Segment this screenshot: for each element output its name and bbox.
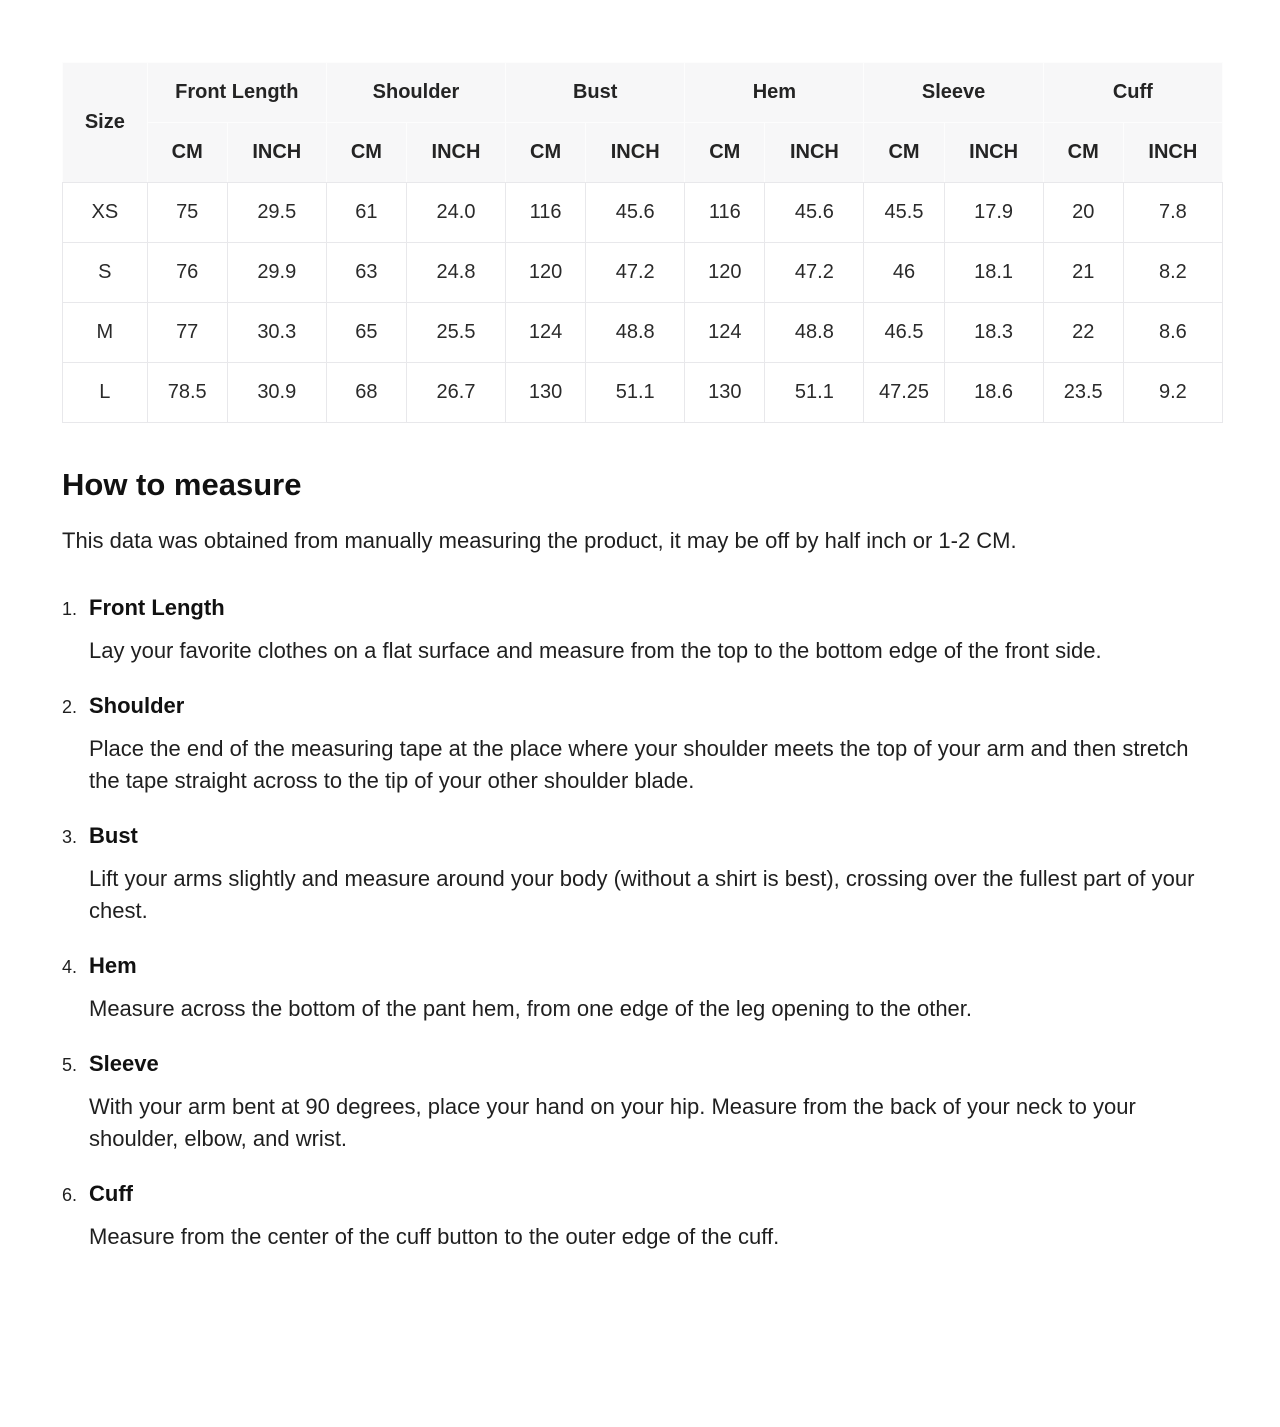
item-number: 4. — [62, 957, 78, 977]
item-term: Front Length — [89, 595, 225, 620]
table-row-groups — [63, 63, 1223, 123]
unit-header-cm: CM — [1043, 123, 1123, 183]
measurement-cell: 29.5 — [227, 183, 326, 243]
group-header-cuff: Cuff — [1043, 63, 1222, 123]
unit-header-inch: INCH — [227, 123, 326, 183]
size-chart-header — [63, 63, 1223, 183]
size-cell: L — [63, 363, 148, 423]
measurement-cell: 21 — [1043, 243, 1123, 303]
measurement-cell: 51.1 — [586, 363, 685, 423]
measurement-cell: 47.25 — [864, 363, 944, 423]
measurement-cell: 120 — [506, 243, 586, 303]
measurement-cell: 18.3 — [944, 303, 1043, 363]
group-header-bust: Bust — [506, 63, 685, 123]
group-header-sleeve: Sleeve — [864, 63, 1043, 123]
group-header-shoulder: Shoulder — [326, 63, 505, 123]
table-row-xs — [63, 183, 1223, 243]
measurement-cell: 51.1 — [765, 363, 864, 423]
measurement-cell: 120 — [685, 243, 765, 303]
measurement-cell: 68 — [326, 363, 406, 423]
measurement-cell: 77 — [147, 303, 227, 363]
item-number: 5. — [62, 1055, 78, 1075]
table-row-units — [63, 123, 1223, 183]
unit-header-inch: INCH — [1123, 123, 1222, 183]
measurement-cell: 130 — [506, 363, 586, 423]
measurement-cell: 75 — [147, 183, 227, 243]
item-number: 3. — [62, 827, 78, 847]
table-row-s — [63, 243, 1223, 303]
item-number: 6. — [62, 1185, 78, 1205]
unit-header-cm: CM — [864, 123, 944, 183]
item-term: Cuff — [89, 1181, 133, 1206]
item-number: 1. — [62, 599, 78, 619]
measure-item-shoulder — [62, 693, 1223, 797]
measurement-cell: 45.5 — [864, 183, 944, 243]
measurement-cell: 65 — [326, 303, 406, 363]
unit-header-inch: INCH — [406, 123, 505, 183]
measurement-cell: 24.8 — [406, 243, 505, 303]
table-row-l — [63, 363, 1223, 423]
measurement-cell: 48.8 — [586, 303, 685, 363]
unit-header-cm: CM — [326, 123, 406, 183]
measure-item-front-length — [62, 595, 1223, 667]
item-term: Hem — [89, 953, 137, 978]
table-row-m — [63, 303, 1223, 363]
measurement-cell: 61 — [326, 183, 406, 243]
item-content — [89, 823, 1223, 927]
item-description: Lay your favorite clothes on a flat surface and measure from the top to the bottom edge of the front side. — [89, 638, 1102, 663]
item-term: Sleeve — [89, 1051, 159, 1076]
measurement-cell: 26.7 — [406, 363, 505, 423]
item-description: Measure from the center of the cuff button to the outer edge of the cuff. — [89, 1224, 780, 1249]
measurement-cell: 47.2 — [765, 243, 864, 303]
measurement-cell: 45.6 — [586, 183, 685, 243]
size-cell: M — [63, 303, 148, 363]
unit-header-cm: CM — [506, 123, 586, 183]
measurement-cell: 48.8 — [765, 303, 864, 363]
measure-item-sleeve — [62, 1051, 1223, 1155]
group-header-front-length: Front Length — [147, 63, 326, 123]
measurement-cell: 30.3 — [227, 303, 326, 363]
item-content — [89, 953, 1223, 1025]
measurement-cell: 8.6 — [1123, 303, 1222, 363]
measure-item-cuff — [62, 1181, 1223, 1253]
size-cell: XS — [63, 183, 148, 243]
measurement-cell: 46.5 — [864, 303, 944, 363]
measurement-cell: 63 — [326, 243, 406, 303]
size-column-header: Size — [63, 63, 148, 183]
item-content — [89, 1051, 1223, 1155]
size-cell: S — [63, 243, 148, 303]
item-description: Measure across the bottom of the pant hem, from one edge of the leg opening to the other. — [89, 996, 973, 1021]
intro-paragraph: This data was obtained from manually measuring the product, it may be off by half inch or 1-2 CM. — [62, 528, 1017, 553]
item-description: Place the end of the measuring tape at the place where your shoulder meets the top of your arm and then stretch the tape straight across to the tip of your other shoulder blade. — [89, 736, 1189, 793]
item-content — [89, 1181, 1223, 1253]
measurement-cell: 17.9 — [944, 183, 1043, 243]
measurement-cell: 116 — [685, 183, 765, 243]
size-chart-table — [62, 62, 1223, 423]
size-chart-body — [63, 183, 1223, 423]
item-term: Shoulder — [89, 693, 185, 718]
measurement-cell: 18.1 — [944, 243, 1043, 303]
measure-list — [62, 595, 1223, 1253]
measurement-cell: 45.6 — [765, 183, 864, 243]
measurement-cell: 29.9 — [227, 243, 326, 303]
measurement-cell: 116 — [506, 183, 586, 243]
unit-header-cm: CM — [685, 123, 765, 183]
measurement-cell: 22 — [1043, 303, 1123, 363]
measurement-cell: 124 — [685, 303, 765, 363]
measurement-cell: 78.5 — [147, 363, 227, 423]
measurement-cell: 76 — [147, 243, 227, 303]
unit-header-inch: INCH — [586, 123, 685, 183]
group-header-hem: Hem — [685, 63, 864, 123]
measurement-cell: 30.9 — [227, 363, 326, 423]
measurement-cell: 24.0 — [406, 183, 505, 243]
measurement-cell: 130 — [685, 363, 765, 423]
measurement-cell: 9.2 — [1123, 363, 1222, 423]
item-number: 2. — [62, 697, 78, 717]
measure-item-bust — [62, 823, 1223, 927]
item-description: Lift your arms slightly and measure around your body (without a shirt is best), crossing over the fullest part of your chest. — [89, 866, 1195, 923]
item-content — [89, 595, 1223, 667]
measurement-cell: 8.2 — [1123, 243, 1222, 303]
measurement-cell: 7.8 — [1123, 183, 1222, 243]
unit-header-inch: INCH — [765, 123, 864, 183]
measurement-cell: 47.2 — [586, 243, 685, 303]
unit-header-cm: CM — [147, 123, 227, 183]
item-term: Bust — [89, 823, 138, 848]
measurement-cell: 25.5 — [406, 303, 505, 363]
item-description: With your arm bent at 90 degrees, place your hand on your hip. Measure from the back of your neck to your shoulder, elbow, and wrist. — [89, 1094, 1136, 1151]
unit-header-inch: INCH — [944, 123, 1043, 183]
how-to-measure-heading: How to measure — [62, 467, 302, 502]
measure-item-hem — [62, 953, 1223, 1025]
measurement-cell: 20 — [1043, 183, 1123, 243]
item-content — [89, 693, 1223, 797]
measurement-cell: 46 — [864, 243, 944, 303]
measurement-cell: 18.6 — [944, 363, 1043, 423]
measurement-cell: 124 — [506, 303, 586, 363]
measurement-cell: 23.5 — [1043, 363, 1123, 423]
